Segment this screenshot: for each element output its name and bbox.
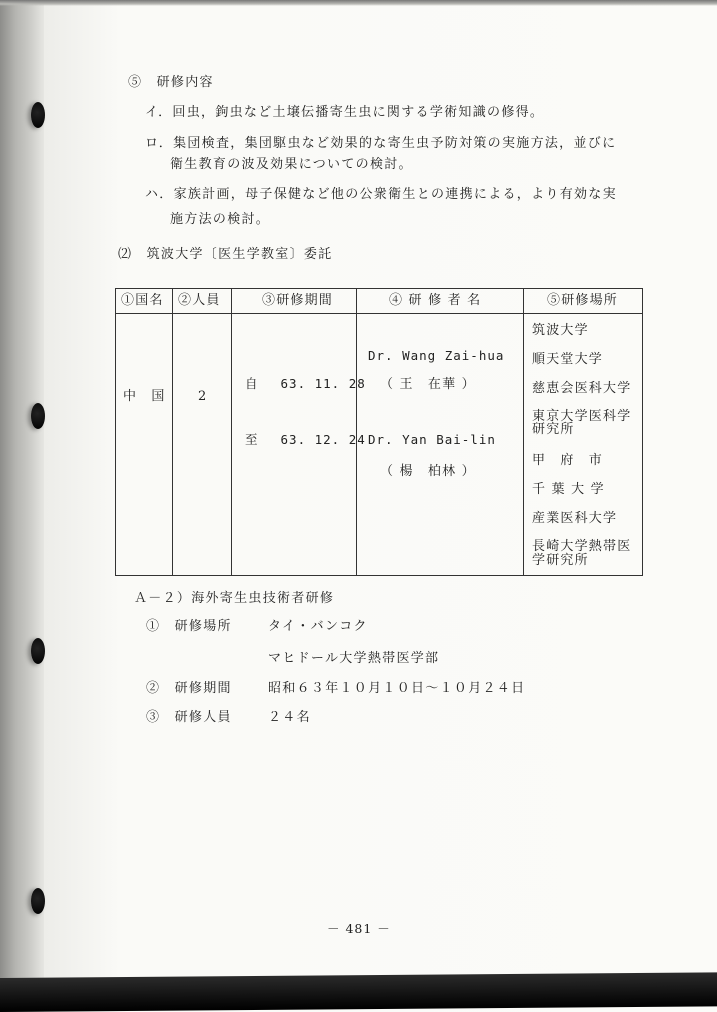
a2-value-place-detail: マヒドール大学熱帯医学部 [268,651,440,666]
location-item: 産業医科大学 [532,511,618,526]
section-5-item-ha-continued: 施方法の検討。 [170,212,271,227]
section-5-item-ha: ハ．家族計画，母子保健など他の公衆衛生との連携による，より有効な実 [145,187,617,202]
table-header-country: ①国名 [121,293,164,308]
location-item: 学研究所 [532,553,589,568]
trainee-name-kanji: （ 楊 柏林 ） [380,464,476,479]
a2-value-people: ２４名 [268,710,311,725]
table-divider [231,289,232,575]
section-5-item-ro: ロ．集団検査，集団駆虫など効果的な寄生虫予防対策の実施方法，並びに [145,136,617,151]
a2-label-people: ③ 研修人員 [146,710,232,725]
section-a2-heading: Ａ－２）海外寄生虫技術者研修 [134,591,335,606]
a2-value-place: タイ・バンコク [268,619,368,634]
location-item: 研究所 [532,422,575,437]
binder-ring [31,638,45,664]
location-item: 東京大学医科学 [532,409,632,424]
table-country: 中 国 [123,389,166,404]
trainee-name-kanji: （ 王 在華 ） [380,377,476,392]
a2-label-place: ① 研修場所 [146,619,232,634]
binder-ring [31,403,45,429]
section-2-heading: ⑵ 筑波大学〔医生学教室〕委託 [118,247,333,262]
section-5-item-i: イ．回虫，鉤虫など土壌伝播寄生虫に関する学術知識の修得。 [145,105,545,120]
table-header-location: ⑤研修場所 [547,293,619,308]
table-divider [523,289,524,575]
trainee-name: Dr. Wang Zai-hua [368,348,505,363]
table-grid [116,289,642,575]
location-item: 順天堂大学 [532,352,604,367]
location-item: 筑波大学 [532,323,589,338]
bottom-shadow-band [0,972,717,1012]
location-item: 長崎大学熱帯医 [532,539,632,554]
period-to: 至 63. 12. 24 [245,432,366,447]
location-item: 甲 府 市 [532,453,604,468]
page-top-shadow [0,0,717,6]
table-divider [172,289,173,575]
location-item: 千 葉 大 学 [532,482,605,497]
period-from: 自 63. 11. 28 [245,376,366,391]
binding-spine [0,0,44,1012]
section-5-heading: ⑤ 研修内容 [128,75,214,90]
location-item: 慈恵会医科大学 [532,381,632,396]
a2-label-period: ② 研修期間 [146,681,232,696]
table-header-trainees: ④ 研 修 者 名 [389,293,482,308]
training-table [115,288,643,576]
table-header-divider [116,313,642,314]
section-5-item-ro-continued: 衛生教育の波及効果についての検討。 [170,157,413,172]
a2-value-period: 昭和６３年１０月１０日～１０月２４日 [268,681,526,696]
trainee-name: Dr. Yan Bai-lin [368,432,496,447]
table-header-count: ②人員 [178,293,221,308]
page-number: － 481 － [327,921,391,936]
table-header-period: ③研修期間 [262,293,334,308]
binder-ring [31,888,45,914]
table-count: 2 [198,389,208,404]
binder-ring [31,102,45,128]
